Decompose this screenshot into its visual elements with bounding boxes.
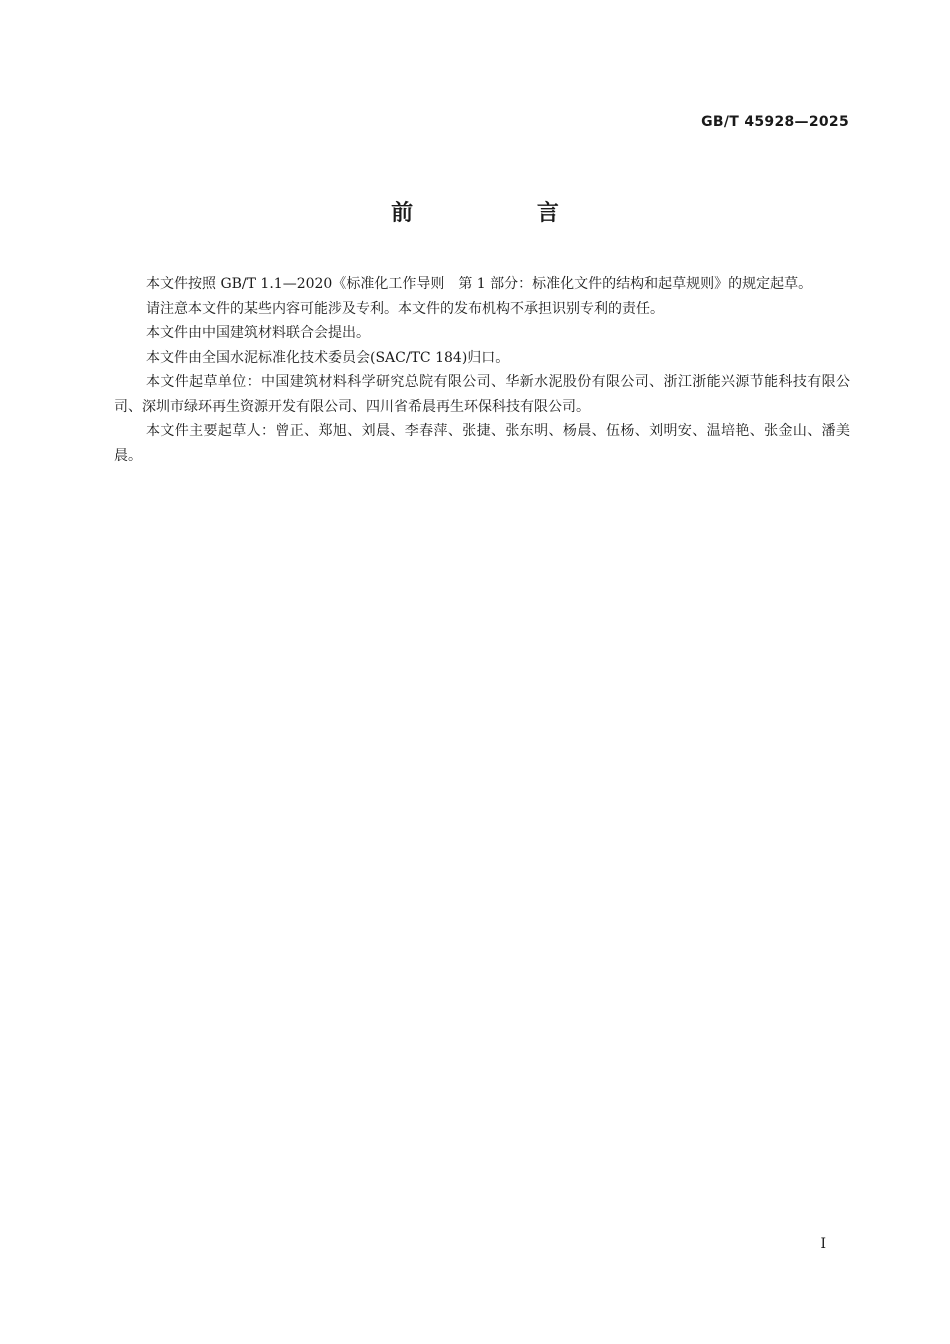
standard-number: GB/T 45928—2025 [701,114,849,130]
paragraph-patent-notice: 请注意本文件的某些内容可能涉及专利。本文件的发布机构不承担识别专利的责任。 [146,300,664,317]
paragraph-technical-committee: 本文件由全国水泥标准化技术委员会(SAC/TC 184)归口。 [146,349,510,366]
page-number: I [820,1236,826,1252]
paragraph-drafters: 本文件主要起草人：曾正、郑旭、刘晨、李春萍、张捷、张东明、杨晨、伍杨、刘明安、温培艳、张金山、潘美晨。 [114,423,850,464]
paragraph-proposer: 本文件由中国建筑材料联合会提出。 [146,325,370,341]
page-title: 前 言 [391,201,617,226]
paragraph-drafting-rules: 本文件按照 GB/T 1.1—2020《标准化工作导则 第 1 部分：标准化文件的结构和起草规则》的规定起草。 [146,276,813,292]
paragraph-drafting-organizations: 本文件起草单位：中国建筑材料科学研究总院有限公司、华新水泥股份有限公司、浙江浙能兴源节能科技有限公司、深圳市绿环再生资源开发有限公司、四川省希晨再生环保科技有限公司。 [114,374,850,415]
foreword-body [114,272,850,468]
